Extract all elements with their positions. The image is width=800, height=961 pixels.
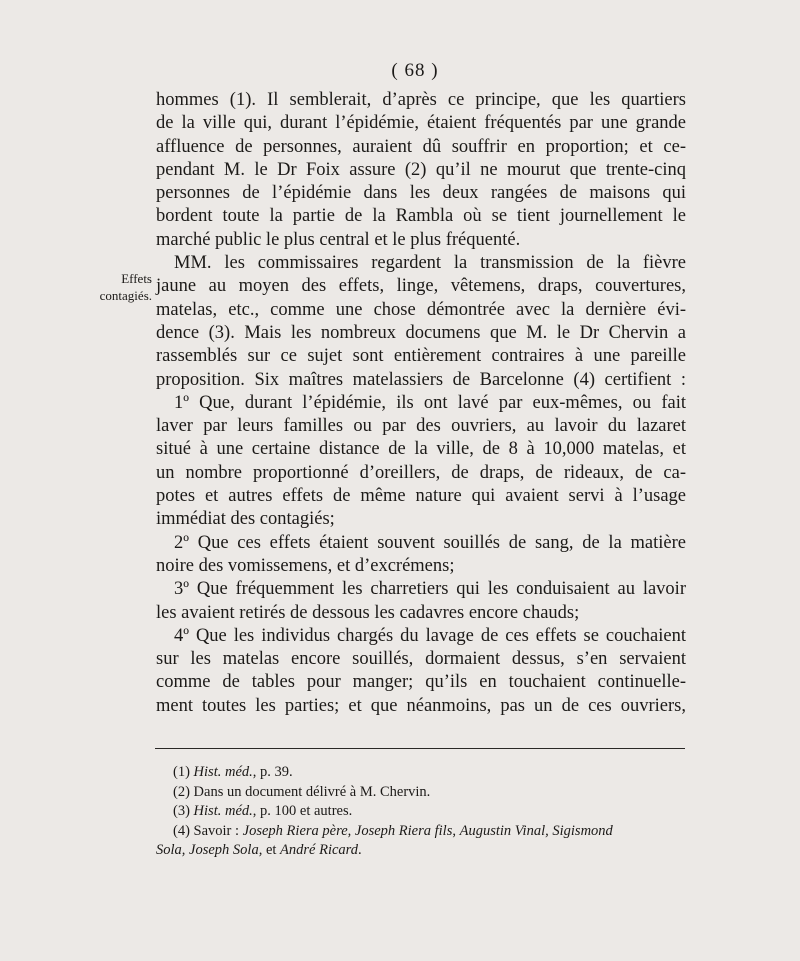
footnote-4-names-3: Sola, Joseph Sola, [156, 842, 263, 858]
text-line: laver par leurs familles ou par des ouvriers, au lavoir du lazaret [156, 416, 686, 437]
footnote-1-rest: , p. 39. [252, 764, 293, 780]
text-line: sur les matelas encore souillés, dormaient dessus, s’en servaient [156, 649, 686, 670]
text-line: 2º Que ces effets étaient souvent souillés de sang, de la matière [174, 532, 686, 553]
text-line: comme de tables pour manger; qu’ils en touchaient continuelle- [156, 672, 686, 693]
margin-note-line-1: Effets [121, 271, 152, 286]
text-line: les avaient retirés de dessous les cadavres encore chauds; [156, 602, 580, 623]
text-line: un nombre proportionné d’oreillers, de draps, de rideaux, de ca- [156, 462, 686, 483]
text-line: ment toutes les parties; et que néanmoins, pas un de ces ouvriers, [156, 695, 686, 716]
text-line: marché public le plus central et le plus fréquenté. [156, 229, 521, 250]
text-line: matelas, etc., comme une chose démontrée avec la dernière évi- [156, 299, 686, 320]
footnote-4-sep-2: et [262, 842, 281, 858]
footnotes [156, 763, 693, 861]
footnote-rule [155, 748, 685, 749]
text-line: 1º Que, durant l’épidémie, ils ont lavé par eux-mêmes, ou fait [174, 392, 686, 413]
text-line: noire des vomissemens, et d’excrémens; [156, 555, 455, 576]
footnote-3 [173, 802, 693, 822]
text-line: jaune au moyen des effets, linge, vêtemens, draps, couvertures, [156, 276, 686, 297]
footnote-3-rest: , p. 100 et autres. [252, 803, 353, 819]
text-line: 4º Que les individus chargés du lavage de ces effets se couchaient [174, 625, 686, 646]
text-line: dence (3). Mais les nombreux documens que M. le Dr Chervin a [156, 322, 686, 343]
text-line: affluence de personnes, auraient dû souffrir en proportion; et ce- [156, 136, 686, 157]
footnote-1-number: (1) [173, 764, 190, 780]
footnote-1 [173, 763, 693, 783]
footnote-2: (2) Dans un document délivré à M. Chervin. [173, 783, 431, 800]
text-line: rassemblés sur ce sujet sont entièrement contraires à une pareille [156, 346, 686, 367]
margin-note-line-2: contagiés. [99, 288, 152, 303]
footnote-4-names-2: Augustin Vinal, Sigismond [459, 822, 613, 839]
text-line: hommes (1). Il semblerait, d’après ce principe, que les quartiers [156, 90, 686, 110]
text-line: proposition. Six maîtres matelassiers de Barcelonne (4) certifient : [156, 369, 686, 390]
text-line: immédiat des contagiés; [156, 509, 335, 530]
text-line: potes et autres effets de même nature qui avaient servi à l’usage [156, 486, 686, 507]
footnote-4-lead: (4) Savoir : [173, 822, 243, 839]
footnote-4 [173, 822, 693, 842]
footnote-1-title: Hist. méd. [193, 764, 253, 780]
margin-note [62, 270, 152, 304]
footnote-4-continued [156, 841, 693, 861]
body-text [156, 89, 686, 718]
text-line: de la ville qui, durant l’épidémie, étaient fréquentés par une grande [156, 113, 686, 134]
text-line: situé à une certaine distance de la ville, de 8 à 10,000 matelas, et [156, 439, 686, 460]
footnote-4-sep-1: , [452, 822, 460, 839]
text-line: bordent toute la partie de la Rambla où se tient journellement le [156, 206, 686, 227]
text-line: MM. les commissaires regardent la transmission de la fièvre [174, 253, 686, 274]
footnote-3-title: Hist. méd. [193, 803, 253, 819]
text-line: pendant M. le Dr Foix assure (2) qu’il ne mourut que trente-cinq [156, 159, 686, 180]
footnote-3-number: (3) [173, 803, 190, 819]
footnote-4-names-1: Joseph Riera père, Joseph Riera fils [242, 822, 453, 839]
footnote-4-names-4: André Ricard [280, 842, 359, 858]
text-line: personnes de l’épidémie dans les deux rangées de maisons qui [156, 183, 686, 204]
footnote-4-end: . [358, 842, 362, 858]
text-line: 3º Que fréquemment les charretiers qui les conduisaient au lavoir [174, 579, 686, 600]
page-number: ( 68 ) [391, 60, 439, 81]
